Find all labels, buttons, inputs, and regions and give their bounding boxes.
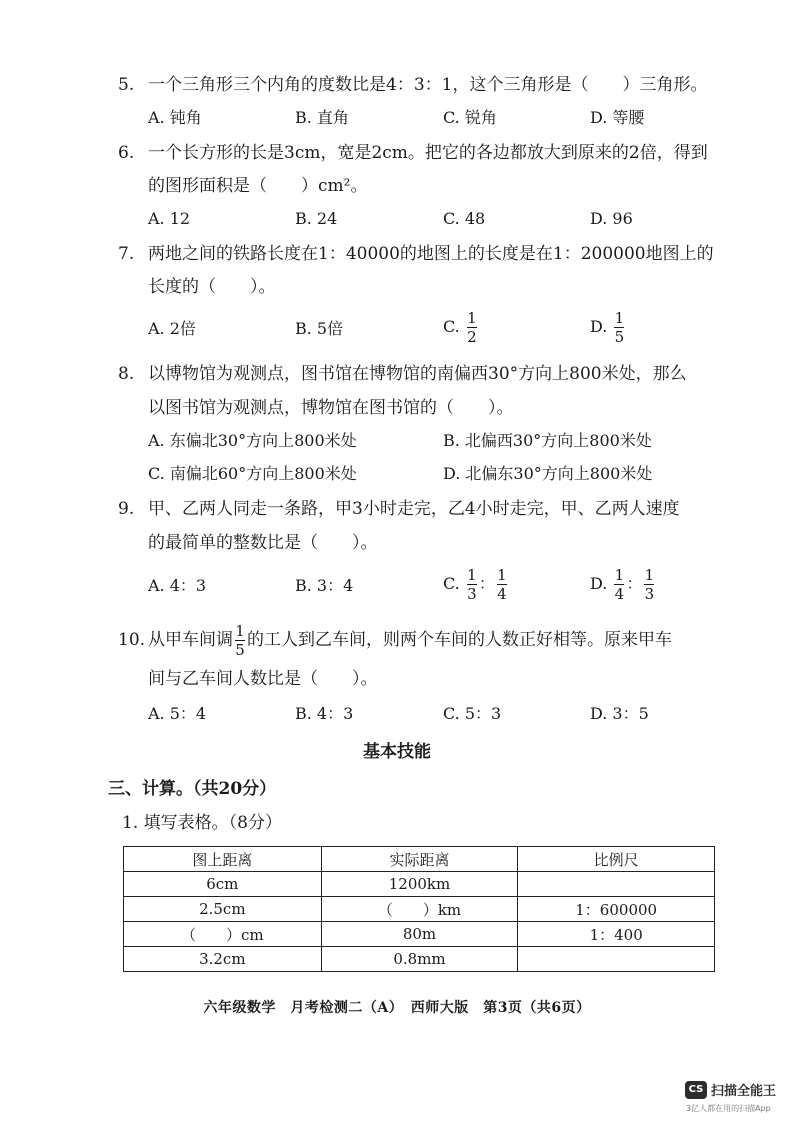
question-number: 8. — [118, 364, 135, 384]
section-title: 基本技能 — [363, 742, 431, 762]
option-d: D. 等腰 — [590, 108, 645, 127]
option-b: B. 24 — [295, 209, 338, 228]
question-10-continued: 间与乙车间人数比是（ ）。 — [148, 669, 378, 689]
table-cell-blank[interactable] — [518, 947, 715, 972]
table-cell: 6cm — [124, 872, 322, 897]
question-text: 的工人到乙车间，则两个车间的人数正好相等。原来甲车 — [247, 630, 672, 650]
fraction — [235, 623, 245, 658]
table-row — [124, 922, 715, 947]
fraction — [614, 310, 624, 345]
question-6 — [118, 141, 708, 165]
denominator: 4 — [497, 585, 507, 603]
option-b: B. 4：3 — [295, 704, 354, 723]
numerator: 1 — [235, 622, 245, 640]
table-cell: 80m — [321, 922, 518, 947]
question-8 — [118, 362, 687, 386]
option-d — [590, 567, 656, 602]
option-label: C. — [443, 574, 460, 593]
numerator: 1 — [467, 566, 477, 584]
option-a: A. 2倍 — [148, 319, 196, 338]
option-d: D. 北偏东30°方向上800米处 — [443, 464, 653, 483]
scale-table — [123, 846, 715, 972]
fraction — [467, 310, 477, 345]
option-c — [443, 310, 479, 345]
question-7 — [118, 242, 714, 266]
denominator: 5 — [235, 641, 245, 659]
column-header: 比例尺 — [518, 847, 715, 872]
table-header-row — [124, 847, 715, 872]
table-cell: 1：400 — [518, 922, 715, 947]
question-number: 5. — [118, 75, 135, 95]
denominator: 3 — [467, 585, 477, 603]
table-row — [124, 897, 715, 922]
question-text: 从甲车间调 — [148, 630, 233, 650]
table-cell: 0.8mm — [321, 947, 518, 972]
option-c: C. 南偏北60°方向上800米处 — [148, 464, 357, 483]
option-a: A. 钝角 — [148, 108, 202, 127]
question-5 — [118, 73, 707, 97]
watermark-tagline: 3亿人都在用的扫描App — [686, 1104, 771, 1113]
numerator: 1 — [614, 566, 625, 584]
question-number: 10. — [118, 630, 146, 650]
option-c: C. 48 — [443, 209, 486, 228]
table-cell-blank[interactable]: （ ）km — [321, 897, 518, 922]
fraction — [497, 567, 507, 602]
table-cell: 1：600000 — [518, 897, 715, 922]
scanner-watermark — [685, 1080, 776, 1099]
numerator: 1 — [467, 309, 477, 327]
question-9-continued: 的最简单的整数比是（ ）。 — [148, 533, 378, 553]
numerator: 1 — [614, 309, 625, 327]
denominator: 5 — [614, 328, 625, 346]
option-a: A. 12 — [148, 209, 191, 228]
option-c: C. 5：3 — [443, 704, 502, 723]
numerator: 1 — [497, 566, 507, 584]
question-number: 7. — [118, 244, 135, 264]
question-text: 两地之间的铁路长度在1：40000的地图上的长度是在1：200000地图上的 — [148, 244, 714, 264]
ratio-colon: ： — [626, 574, 643, 593]
denominator: 4 — [614, 585, 625, 603]
option-d — [590, 310, 626, 345]
question-8-continued: 以图书馆为观测点，博物馆在图书馆的（ ）。 — [148, 398, 514, 418]
fraction — [644, 567, 654, 602]
option-d: D. 96 — [590, 209, 633, 228]
sub-question-heading: 1. 填写表格。（8分） — [122, 813, 282, 833]
column-header: 实际距离 — [321, 847, 518, 872]
table-cell-blank[interactable] — [518, 872, 715, 897]
option-c: C. 锐角 — [443, 108, 497, 127]
question-text: 一个长方形的长是3cm，宽是2cm。把它的各边都放大到原来的2倍，得到 — [148, 143, 708, 163]
option-b: B. 3：4 — [295, 576, 354, 595]
option-a: A. 4：3 — [148, 576, 207, 595]
table-cell-blank[interactable]: （ ）cm — [124, 922, 322, 947]
option-b: B. 北偏西30°方向上800米处 — [443, 431, 652, 450]
option-label: D. — [590, 317, 608, 336]
numerator: 1 — [644, 566, 655, 584]
camscanner-logo-icon: CS — [685, 1081, 707, 1099]
option-c — [443, 567, 509, 602]
denominator: 2 — [467, 328, 477, 346]
table-row — [124, 872, 715, 897]
option-a: A. 东偏北30°方向上800米处 — [148, 431, 357, 450]
question-10 — [118, 622, 672, 658]
option-b: B. 直角 — [295, 108, 349, 127]
table-cell: 3.2cm — [124, 947, 322, 972]
question-number: 9. — [118, 499, 135, 519]
denominator: 3 — [644, 585, 655, 603]
option-a: A. 5：4 — [148, 704, 207, 723]
watermark-name: 扫描全能王 — [711, 1084, 777, 1099]
question-6-continued: 的图形面积是（ ）cm²。 — [148, 176, 368, 196]
question-text: 以博物馆为观测点，图书馆在博物馆的南偏西30°方向上800米处，那么 — [148, 364, 687, 384]
option-b: B. 5倍 — [295, 319, 344, 338]
option-label: C. — [443, 317, 460, 336]
question-text: 一个三角形三个内角的度数比是4：3：1，这个三角形是（ ）三角形。 — [148, 75, 708, 95]
fraction — [614, 567, 624, 602]
question-text: 甲、乙两人同走一条路，甲3小时走完，乙4小时走完，甲、乙两人速度 — [148, 499, 680, 519]
question-7-continued: 长度的（ ）。 — [148, 277, 276, 297]
table-row — [124, 947, 715, 972]
option-d: D. 3：5 — [590, 704, 649, 723]
question-9 — [118, 497, 680, 521]
ratio-colon: ： — [478, 574, 495, 593]
page-footer: 六年级数学 月考检测二（A） 西师大版 第3页（共6页） — [203, 1000, 591, 1016]
column-header: 图上距离 — [124, 847, 322, 872]
question-number: 6. — [118, 143, 135, 163]
table-cell: 1200km — [321, 872, 518, 897]
table-cell: 2.5cm — [124, 897, 322, 922]
option-label: D. — [590, 574, 608, 593]
part-heading: 三、计算。（共20分） — [108, 779, 277, 799]
fraction — [467, 567, 477, 602]
